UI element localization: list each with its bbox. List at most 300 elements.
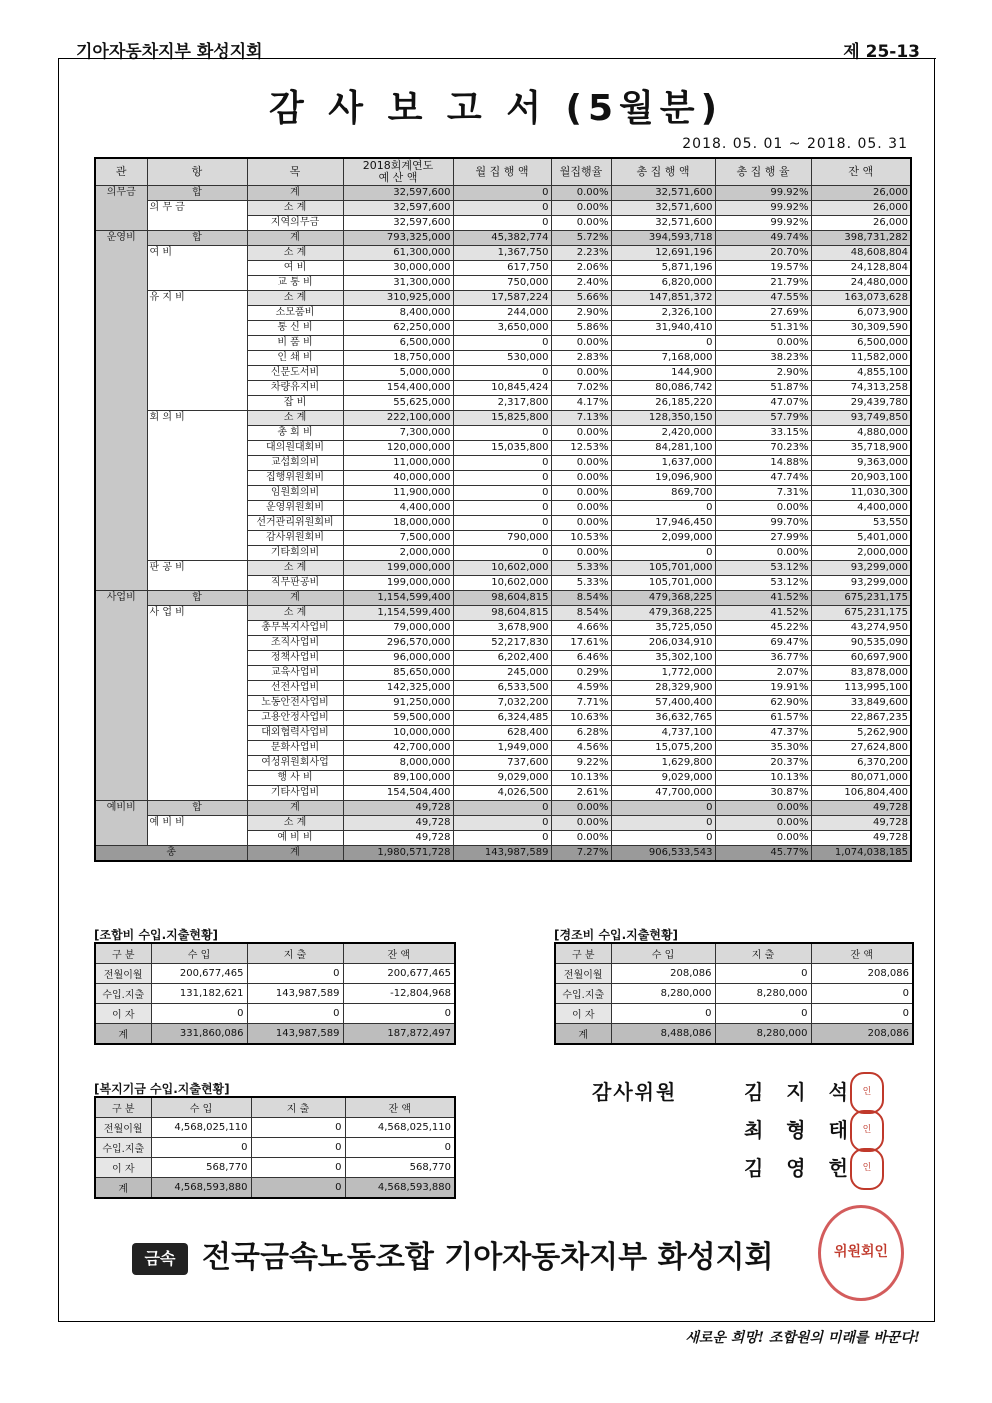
amount-cell: 7,500,000: [343, 531, 453, 546]
amount-cell: 245,000: [453, 666, 551, 681]
welfare-fund-title: [복지기금 수입.지출현황]: [94, 1082, 230, 1096]
table-header-row: [95, 943, 455, 964]
item-label: 조직사업비: [247, 636, 343, 651]
amount-cell: 142,325,000: [343, 681, 453, 696]
amount-cell: 80,071,000: [811, 771, 911, 786]
amount-cell: 6,324,485: [453, 711, 551, 726]
union-fund-table: [94, 942, 456, 1045]
column-header: 구 분: [95, 943, 151, 964]
amount-cell: 6,202,400: [453, 651, 551, 666]
amount-cell: 99.92%: [715, 201, 811, 216]
amount-cell: 0: [453, 801, 551, 816]
grand-total-label: 총: [95, 846, 247, 862]
amount-cell: 0: [251, 1158, 345, 1178]
audit-table: [94, 157, 912, 862]
item-label: 정책사업비: [247, 651, 343, 666]
table-header-row: [555, 943, 913, 964]
amount-cell: 4.17%: [551, 396, 611, 411]
amount-cell: 0.00%: [715, 501, 811, 516]
amount-cell: 5,262,900: [811, 726, 911, 741]
item-label: 선거관리위원회비: [247, 516, 343, 531]
sum-label: 합: [147, 186, 247, 201]
amount-cell: 85,650,000: [343, 666, 453, 681]
row-label: 이 자: [95, 1158, 151, 1178]
amount-cell: 113,995,100: [811, 681, 911, 696]
amount-cell: 70.23%: [715, 441, 811, 456]
amount-cell: 2,317,800: [453, 396, 551, 411]
sum-label: 계: [247, 591, 343, 606]
amount-cell: 15,035,800: [453, 441, 551, 456]
amount-cell: 35,718,900: [811, 441, 911, 456]
amount-cell: 9,029,000: [611, 771, 715, 786]
auditor-seal-3: 인: [850, 1148, 884, 1190]
table-row: [555, 1004, 913, 1024]
amount-cell: 40,000,000: [343, 471, 453, 486]
amount-cell: 32,597,600: [343, 216, 453, 231]
column-header: 총 집 행 율: [715, 158, 811, 186]
amount-cell: 14.88%: [715, 456, 811, 471]
amount-cell: 47.07%: [715, 396, 811, 411]
amount-cell: 0.00%: [551, 486, 611, 501]
amount-cell: 675,231,175: [811, 591, 911, 606]
item-label: 교섭회의비: [247, 456, 343, 471]
row-label: 수입.지출: [95, 1138, 151, 1158]
item-label: 소 계: [247, 246, 343, 261]
amount-cell: 15,825,800: [453, 411, 551, 426]
amount-cell: 0: [453, 426, 551, 441]
amount-cell: 0: [811, 984, 913, 1004]
amount-cell: 10.13%: [551, 771, 611, 786]
amount-cell: 98,604,815: [453, 591, 551, 606]
hang-name: 의 무 금: [149, 202, 185, 213]
amount-cell: 0: [453, 186, 551, 201]
amount-cell: 154,400,000: [343, 381, 453, 396]
amount-cell: 9.22%: [551, 756, 611, 771]
amount-cell: 5.33%: [551, 561, 611, 576]
column-header: 총 집 행 액: [611, 158, 715, 186]
amount-cell: 99.92%: [715, 216, 811, 231]
amount-cell: 479,368,225: [611, 606, 715, 621]
amount-cell: 0: [453, 471, 551, 486]
amount-cell: 208,086: [811, 1024, 913, 1045]
amount-cell: 0: [343, 1004, 455, 1024]
amount-cell: 128,350,150: [611, 411, 715, 426]
amount-cell: 26,000: [811, 201, 911, 216]
amount-cell: 15,075,200: [611, 741, 715, 756]
amount-cell: 131,182,621: [151, 984, 247, 1004]
amount-cell: 530,000: [453, 351, 551, 366]
amount-cell: 99.70%: [715, 516, 811, 531]
amount-cell: 4.66%: [551, 621, 611, 636]
amount-cell: 143,987,589: [247, 1024, 343, 1045]
amount-cell: 30.87%: [715, 786, 811, 801]
amount-cell: 187,872,497: [343, 1024, 455, 1045]
amount-cell: 93,299,000: [811, 561, 911, 576]
item-label: 소 계: [247, 291, 343, 306]
amount-cell: 0.00%: [551, 456, 611, 471]
sum-label: 합: [147, 591, 247, 606]
amount-cell: 6.46%: [551, 651, 611, 666]
amount-cell: 96,000,000: [343, 651, 453, 666]
table-row: [95, 1138, 455, 1158]
amount-cell: 120,000,000: [343, 441, 453, 456]
amount-cell: 7.31%: [715, 486, 811, 501]
amount-cell: 6,820,000: [611, 276, 715, 291]
item-label: 교육사업비: [247, 666, 343, 681]
hang-label: [147, 291, 247, 411]
table-row: [95, 606, 911, 621]
auditor-seal-1: 인: [850, 1072, 884, 1114]
amount-cell: 4,855,100: [811, 366, 911, 381]
amount-cell: 10,845,424: [453, 381, 551, 396]
amount-cell: 206,034,910: [611, 636, 715, 651]
amount-cell: 51.87%: [715, 381, 811, 396]
amount-cell: 21.79%: [715, 276, 811, 291]
amount-cell: 11,582,000: [811, 351, 911, 366]
amount-cell: 310,925,000: [343, 291, 453, 306]
hang-label: [147, 411, 247, 561]
amount-cell: 105,701,000: [611, 561, 715, 576]
amount-cell: 144,900: [611, 366, 715, 381]
amount-cell: 199,000,000: [343, 576, 453, 591]
amount-cell: 750,000: [453, 276, 551, 291]
amount-cell: 20.70%: [715, 246, 811, 261]
amount-cell: 49.74%: [715, 231, 811, 246]
amount-cell: 47.74%: [715, 471, 811, 486]
row-label: 전월이월: [555, 964, 611, 984]
amount-cell: 11,030,300: [811, 486, 911, 501]
amount-cell: 0: [611, 336, 715, 351]
hang-label: [147, 561, 247, 591]
amount-cell: 10,602,000: [453, 561, 551, 576]
item-label: 신문도서비: [247, 366, 343, 381]
amount-cell: 20,903,100: [811, 471, 911, 486]
amount-cell: 49,728: [343, 816, 453, 831]
column-header: 항: [147, 158, 247, 186]
amount-cell: 8,400,000: [343, 306, 453, 321]
column-header: 월집행율: [551, 158, 611, 186]
amount-cell: 4.56%: [551, 741, 611, 756]
amount-cell: 0.00%: [715, 831, 811, 846]
amount-cell: 147,851,372: [611, 291, 715, 306]
amount-cell: 0.00%: [551, 831, 611, 846]
amount-cell: 199,000,000: [343, 561, 453, 576]
amount-cell: 10,000,000: [343, 726, 453, 741]
amount-cell: 0: [251, 1118, 345, 1138]
table-row: [555, 984, 913, 1004]
amount-cell: 31,300,000: [343, 276, 453, 291]
amount-cell: 35.30%: [715, 741, 811, 756]
gwan-label: 사업비: [95, 591, 147, 801]
item-label: 소모품비: [247, 306, 343, 321]
welfare-fund-table: [94, 1096, 456, 1199]
item-label: 소 계: [247, 561, 343, 576]
amount-cell: 91,250,000: [343, 696, 453, 711]
item-label: 감사위원회비: [247, 531, 343, 546]
amount-cell: 568,770: [151, 1158, 251, 1178]
amount-cell: 2,099,000: [611, 531, 715, 546]
sum-label: 합: [147, 801, 247, 816]
amount-cell: 0: [453, 486, 551, 501]
org-name: 전국금속노동조합 기아자동차지부 화성지회: [202, 1240, 774, 1275]
header-doc-number: 제 25-13: [843, 42, 920, 62]
amount-cell: 4,737,100: [611, 726, 715, 741]
table-row: [95, 964, 455, 984]
amount-cell: 12.53%: [551, 441, 611, 456]
amount-cell: 9,363,000: [811, 456, 911, 471]
amount-cell: 0: [611, 546, 715, 561]
row-label: 계: [95, 1178, 151, 1199]
amount-cell: 3,650,000: [453, 321, 551, 336]
amount-cell: 331,860,086: [151, 1024, 247, 1045]
item-label: 예 비 비: [247, 831, 343, 846]
amount-cell: 1,637,000: [611, 456, 715, 471]
amount-cell: 6,500,000: [343, 336, 453, 351]
amount-cell: 93,749,850: [811, 411, 911, 426]
amount-cell: 1,074,038,185: [811, 846, 911, 862]
hang-label: [147, 816, 247, 846]
item-label: 총무복지사업비: [247, 621, 343, 636]
item-label: 여 비: [247, 261, 343, 276]
amount-cell: 0: [251, 1178, 345, 1199]
amount-cell: 32,597,600: [343, 186, 453, 201]
amount-cell: 32,571,600: [611, 216, 715, 231]
amount-cell: 27,624,800: [811, 741, 911, 756]
amount-cell: 0: [247, 964, 343, 984]
amount-cell: 55,625,000: [343, 396, 453, 411]
amount-cell: 8.54%: [551, 591, 611, 606]
amount-cell: 0.00%: [551, 201, 611, 216]
condolence-fund-title: [경조비 수입.지출현황]: [554, 928, 679, 942]
sum-label: 계: [247, 231, 343, 246]
auditor-seal-2: 인: [850, 1110, 884, 1152]
hang-name: 회 의 비: [149, 412, 185, 423]
item-label: 행 사 비: [247, 771, 343, 786]
amount-cell: 27.69%: [715, 306, 811, 321]
amount-cell: 61,300,000: [343, 246, 453, 261]
amount-cell: 222,100,000: [343, 411, 453, 426]
amount-cell: 0.00%: [551, 546, 611, 561]
amount-cell: 675,231,175: [811, 606, 911, 621]
hang-name: 유 지 비: [149, 292, 185, 303]
item-label: 소 계: [247, 816, 343, 831]
amount-cell: 69.47%: [715, 636, 811, 651]
amount-cell: 2,420,000: [611, 426, 715, 441]
column-header: 2018회계연도 예 산 액: [343, 158, 453, 186]
hang-label: [147, 246, 247, 291]
amount-cell: 53,550: [811, 516, 911, 531]
amount-cell: 0.00%: [551, 816, 611, 831]
row-label: 계: [95, 1024, 151, 1045]
amount-cell: 49,728: [343, 801, 453, 816]
amount-cell: 27.99%: [715, 531, 811, 546]
amount-cell: 5,401,000: [811, 531, 911, 546]
amount-cell: 19.91%: [715, 681, 811, 696]
amount-cell: 4,026,500: [453, 786, 551, 801]
amount-cell: 793,325,000: [343, 231, 453, 246]
amount-cell: 163,073,628: [811, 291, 911, 306]
item-label: 총 회 비: [247, 426, 343, 441]
item-label: 기타회의비: [247, 546, 343, 561]
amount-cell: 0: [453, 216, 551, 231]
amount-cell: 737,600: [453, 756, 551, 771]
amount-cell: 24,128,804: [811, 261, 911, 276]
hang-name: 사 업 비: [149, 607, 185, 618]
amount-cell: 0: [453, 816, 551, 831]
amount-cell: 0: [251, 1138, 345, 1158]
column-header: 목: [247, 158, 343, 186]
table-row: [95, 1024, 455, 1045]
table-row: [95, 291, 911, 306]
amount-cell: 33.15%: [715, 426, 811, 441]
amount-cell: 2.07%: [715, 666, 811, 681]
table-row: [95, 1118, 455, 1138]
amount-cell: 8,280,000: [715, 1024, 811, 1045]
amount-cell: 17.61%: [551, 636, 611, 651]
row-label: 전월이월: [95, 1118, 151, 1138]
amount-cell: 7.27%: [551, 846, 611, 862]
item-label: 잡 비: [247, 396, 343, 411]
amount-cell: 47.37%: [715, 726, 811, 741]
amount-cell: 7.13%: [551, 411, 611, 426]
amount-cell: 12,691,196: [611, 246, 715, 261]
amount-cell: 19.57%: [715, 261, 811, 276]
amount-cell: 62,250,000: [343, 321, 453, 336]
amount-cell: 84,281,100: [611, 441, 715, 456]
amount-cell: 5,000,000: [343, 366, 453, 381]
column-header: 구 분: [95, 1097, 151, 1118]
amount-cell: 398,731,282: [811, 231, 911, 246]
amount-cell: 79,000,000: [343, 621, 453, 636]
hang-name: 여 비: [149, 247, 172, 258]
amount-cell: 0.00%: [551, 216, 611, 231]
amount-cell: 0.00%: [715, 336, 811, 351]
amount-cell: 49,728: [343, 831, 453, 846]
amount-cell: 0: [453, 366, 551, 381]
amount-cell: 0: [611, 501, 715, 516]
amount-cell: 106,804,400: [811, 786, 911, 801]
amount-cell: 0.00%: [551, 501, 611, 516]
table-row: [95, 246, 911, 261]
amount-cell: 26,000: [811, 186, 911, 201]
amount-cell: 29,439,780: [811, 396, 911, 411]
sum-label: 계: [247, 801, 343, 816]
amount-cell: 62.90%: [715, 696, 811, 711]
column-header: 잔 액: [811, 158, 911, 186]
amount-cell: 568,770: [345, 1158, 455, 1178]
amount-cell: 80,086,742: [611, 381, 715, 396]
amount-cell: 1,154,599,400: [343, 606, 453, 621]
amount-cell: 8,280,000: [715, 984, 811, 1004]
amount-cell: 30,000,000: [343, 261, 453, 276]
amount-cell: 105,701,000: [611, 576, 715, 591]
amount-cell: 8,000,000: [343, 756, 453, 771]
amount-cell: 5.72%: [551, 231, 611, 246]
amount-cell: 0: [151, 1004, 247, 1024]
item-label: 지역의무금: [247, 216, 343, 231]
amount-cell: 41.52%: [715, 606, 811, 621]
amount-cell: 628,400: [453, 726, 551, 741]
amount-cell: 7,032,200: [453, 696, 551, 711]
table-row: [555, 1024, 913, 1045]
item-label: 여성위원회사업: [247, 756, 343, 771]
amount-cell: 0: [453, 516, 551, 531]
amount-cell: 0: [811, 1004, 913, 1024]
row-label: 이 자: [95, 1004, 151, 1024]
amount-cell: 19,096,900: [611, 471, 715, 486]
amount-cell: 8,280,000: [611, 984, 715, 1004]
amount-cell: 0.00%: [551, 471, 611, 486]
amount-cell: 2.23%: [551, 246, 611, 261]
item-label: 문화사업비: [247, 741, 343, 756]
item-label: 직무판공비: [247, 576, 343, 591]
amount-cell: 9,029,000: [453, 771, 551, 786]
amount-cell: 0: [151, 1138, 251, 1158]
amount-cell: 90,535,090: [811, 636, 911, 651]
hang-label: [147, 201, 247, 231]
auditor-name-2: 최 형 태: [744, 1118, 856, 1142]
amount-cell: 7.02%: [551, 381, 611, 396]
amount-cell: 5,871,196: [611, 261, 715, 276]
amount-cell: 0: [453, 546, 551, 561]
table-header-row: [95, 1097, 455, 1118]
audit-table-header: [95, 158, 911, 186]
gwan-sum-row: [95, 591, 911, 606]
amount-cell: 200,677,465: [151, 964, 247, 984]
row-label: 계: [555, 1024, 611, 1045]
amount-cell: 0.29%: [551, 666, 611, 681]
amount-cell: 33,849,600: [811, 696, 911, 711]
union-logo-icon: 금속: [132, 1243, 188, 1275]
amount-cell: 1,629,800: [611, 756, 715, 771]
table-row: [95, 1004, 455, 1024]
amount-cell: 4,568,593,880: [151, 1178, 251, 1199]
column-header: 지 출: [247, 943, 343, 964]
amount-cell: 208,086: [811, 964, 913, 984]
amount-cell: 32,597,600: [343, 201, 453, 216]
item-label: 차량유지비: [247, 381, 343, 396]
table-row: [95, 201, 911, 216]
amount-cell: 0: [611, 831, 715, 846]
amount-cell: 41.52%: [715, 591, 811, 606]
amount-cell: 4,880,000: [811, 426, 911, 441]
amount-cell: 45.77%: [715, 846, 811, 862]
amount-cell: 47,700,000: [611, 786, 715, 801]
amount-cell: 0: [453, 336, 551, 351]
amount-cell: 6,500,000: [811, 336, 911, 351]
amount-cell: 45,382,774: [453, 231, 551, 246]
amount-cell: 2.83%: [551, 351, 611, 366]
amount-cell: 0: [715, 964, 811, 984]
amount-cell: 59,500,000: [343, 711, 453, 726]
amount-cell: 17,587,224: [453, 291, 551, 306]
table-row: [555, 964, 913, 984]
amount-cell: 45.22%: [715, 621, 811, 636]
amount-cell: 57.79%: [715, 411, 811, 426]
amount-cell: 2.06%: [551, 261, 611, 276]
item-label: 선전사업비: [247, 681, 343, 696]
item-label: 소 계: [247, 201, 343, 216]
amount-cell: 4,568,025,110: [151, 1118, 251, 1138]
item-label: 소 계: [247, 606, 343, 621]
amount-cell: 10.13%: [715, 771, 811, 786]
item-label: 인 쇄 비: [247, 351, 343, 366]
header-org: 기아자동차지부 화성지회: [76, 42, 263, 62]
amount-cell: 49,728: [811, 801, 911, 816]
org-seal-stamp: 위원회인: [818, 1205, 904, 1301]
amount-cell: 208,086: [611, 964, 715, 984]
amount-cell: 47.55%: [715, 291, 811, 306]
